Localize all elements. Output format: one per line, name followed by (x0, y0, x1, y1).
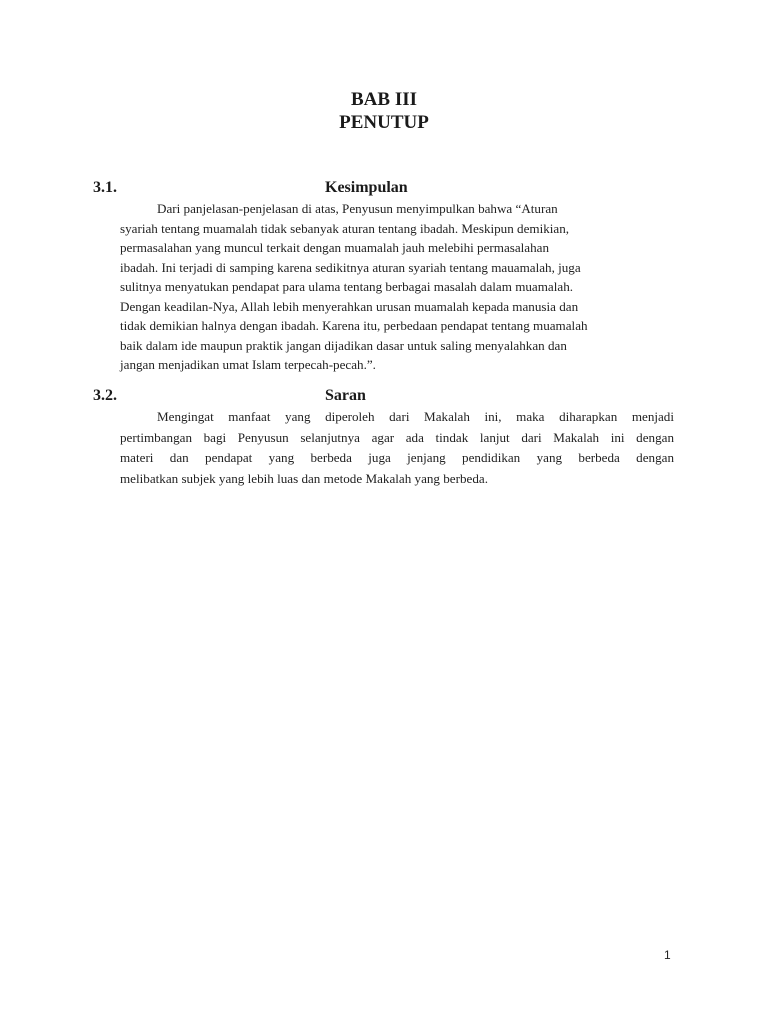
section-heading-saran (93, 386, 423, 406)
paragraph-line: materi dan pendapat yang berbeda juga jenjang pendidikan yang berbeda dengan (120, 450, 674, 465)
paragraph-line: jangan menjadikan umat Islam terpecah-pecah.”. (120, 357, 376, 372)
paragraph-line: tidak demikian halnya dengan ibadah. Karena itu, perbedaan pendapat tentang muamalah (120, 318, 588, 333)
section-paragraph-kesimpulan (120, 199, 588, 375)
section-title: Kesimpulan (325, 179, 408, 196)
section-number: 3.1. (93, 179, 117, 196)
chapter-heading (0, 88, 768, 134)
paragraph-line: Mengingat manfaat yang diperoleh dari Makalah ini, maka diharapkan menjadi (157, 409, 674, 424)
page-number: 1 (664, 948, 671, 962)
paragraph-line: Dengan keadilan-Nya, Allah lebih menyerahkan urusan muamalah kepada manusia dan (120, 298, 579, 314)
paragraph-line: permasalahan yang muncul terkait dengan muamalah jauh melebihi permasalahan (120, 240, 550, 255)
paragraph-line: Dari panjelasan-penjelasan di atas, Penyusun menyimpulkan bahwa “Aturan (157, 201, 558, 216)
paragraph-line: baik dalam ide maupun praktik jangan dijadikan dasar untuk saling menyalahkan dan (120, 337, 567, 353)
paragraph-line: sulitnya menyatukan pendapat para ulama tentang berbagai masalah dalam muamalah. (120, 279, 574, 294)
paragraph-line: syariah tentang muamalah tidak sebanyak aturan tentang ibadah. Meskipun demikian, (120, 220, 570, 236)
chapter-title: PENUTUP (339, 112, 429, 133)
section-paragraph-saran (120, 407, 674, 489)
chapter-label: BAB III (351, 89, 417, 110)
paragraph-line: pertimbangan bagi Penyusun selanjutnya agar ada tindak lanjut dari Makalah ini dengan (120, 429, 674, 445)
paragraph-line: ibadah. Ini terjadi di samping karena sedikitnya aturan syariah tentang mauamalah, juga (120, 259, 581, 275)
paragraph-line: melibatkan subjek yang lebih luas dan metode Makalah yang berbeda. (120, 470, 488, 486)
section-title: Saran (325, 387, 366, 404)
section-heading-kesimpulan (93, 178, 423, 198)
section-number: 3.2. (93, 387, 117, 404)
